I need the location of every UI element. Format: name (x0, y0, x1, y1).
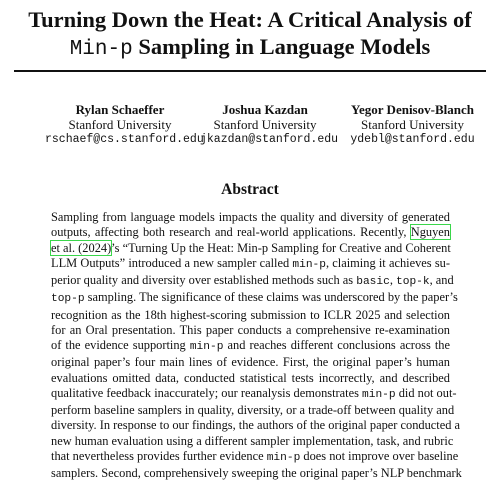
abstract-line (51, 355, 450, 370)
author-email: jkazdan@stanford.edu (200, 133, 339, 146)
abstract-text: LLM Outputs” introduced a new sampler called (51, 255, 293, 270)
abstract-line (51, 241, 450, 256)
abstract-text: , and (429, 273, 454, 287)
abstract-text: diversity. In response to our findings, the authors of the original paper conducted a (51, 418, 461, 433)
inline-code: basic (356, 276, 390, 288)
abstract-text: did not out- (395, 385, 457, 400)
inline-code: min-p (292, 258, 326, 271)
author-name: Joshua Kazdan (222, 102, 308, 117)
abstract-line (51, 308, 450, 323)
abstract-text: perform baseline samplers in quality, diversity, or a trade-off between quality and (51, 403, 455, 417)
abstract-text: original paper’s four main lines of evidence. First, the original paper’s human (51, 355, 450, 370)
author-email: rschaef@cs.stanford.edu (45, 133, 204, 146)
inline-code: min-p (362, 388, 396, 401)
author-block (200, 102, 339, 147)
abstract-text: recognition as the 18th highest-scoring submission to ICLR 2025 and selection (51, 307, 450, 322)
author-email: ydebl@stanford.edu (350, 133, 475, 146)
author-affiliation: Stanford University (361, 117, 464, 132)
abstract-line (51, 256, 450, 273)
author-affiliation: Stanford University (68, 117, 172, 132)
abstract-line (51, 466, 462, 481)
title-line-1: Turning Down the Heat: A Critical Analysis of (28, 7, 472, 32)
abstract-line (51, 418, 461, 433)
abstract-text: for an Oral presentation. This paper conducts a comprehensive re-examination (51, 322, 450, 337)
title-line-2 (0, 33, 500, 63)
abstract-text: evaluations omitted data, conducted statistical tests incorrectly, and described (51, 370, 450, 385)
title-rule (14, 70, 486, 72)
abstract-line (51, 210, 450, 225)
abstract-body (51, 210, 462, 481)
inline-code: top-p (51, 293, 85, 306)
author-name: Rylan Schaeffer (75, 102, 165, 117)
paper-title (0, 6, 500, 63)
abstract-line (51, 385, 457, 403)
author-block (335, 102, 490, 147)
abstract-line (51, 448, 459, 466)
abstract-heading: Abstract (221, 181, 279, 198)
abstract-text: does not improve over baseline (300, 448, 459, 463)
abstract-text: that nevertheless provides further evidence (51, 448, 267, 463)
abstract-text: outputs, affecting both research and real-world applications. Recently, (51, 225, 411, 240)
title-line-2-rest: Sampling in Language Models (132, 34, 431, 59)
abstract-text: new human evaluation using a different sampler implementation, task, and rubric (51, 433, 454, 448)
abstract-text: and reaches different conclusions across the (223, 338, 451, 352)
citation-link[interactable]: Nguyen (410, 225, 450, 240)
abstract-line (51, 273, 454, 290)
title-code-min-p: Min-p (69, 38, 133, 61)
abstract-text: samplers. Second, comprehensively sweeping the original paper’s NLP benchmark (51, 466, 462, 480)
abstract-line (51, 371, 450, 386)
inline-code: top-k (396, 276, 430, 288)
inline-code: min-p (266, 451, 301, 464)
author-name: Yegor Denisov-Blanch (351, 102, 474, 117)
abstract-line (51, 338, 450, 355)
abstract-text: perior quality and diversity over established methods such as (51, 273, 357, 287)
author-affiliation: Stanford University (213, 117, 317, 132)
inline-code: min-p (189, 341, 224, 353)
abstract-text: , (389, 273, 397, 287)
abstract-text: sampling. The significance of these claims was underscored by the paper’s (84, 290, 458, 305)
abstract-text: Sampling from language models impacts the quality and diversity of generated (51, 210, 450, 224)
citation-link[interactable]: et al. (2024) (51, 240, 112, 255)
abstract-text: of the evidence supporting (51, 338, 190, 352)
abstract-line (51, 403, 455, 418)
abstract-line (51, 290, 458, 307)
abstract-line (51, 225, 450, 240)
abstract-text: ’s “Turning Up the Heat: Min-p Sampling for Creative and Coherent (111, 240, 451, 255)
author-block (45, 102, 204, 147)
abstract-text: qualitative feedback inaccurately; our reanalysis demonstrates (51, 385, 363, 400)
abstract-text: , claiming it achieves su- (325, 255, 450, 270)
abstract-line (51, 433, 454, 449)
abstract-line (51, 323, 450, 338)
